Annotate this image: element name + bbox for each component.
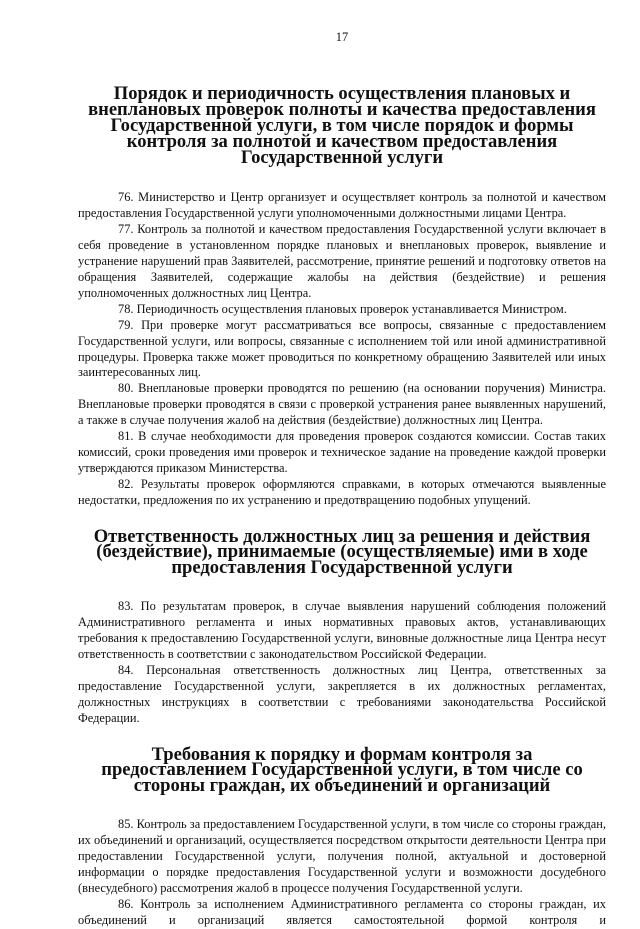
paragraph-83: 83. По результатам проверок, в случае выявления нарушений соблюдения положений Административного регламента и иных нормативных правовых актов, устанавливающих требования к предоставлению Государственной услуги, виновные должностные лица Центра несут ответственность в соответствии с законодательством Российской Федерации. bbox=[78, 599, 606, 661]
section-heading: Требования к порядку и формам контроля за предоставлением Государственной услуги, в том числе со стороны граждан, их объединений и организаций bbox=[101, 743, 583, 797]
section-heading: Ответственность должностных лиц за решения и действия (бездействие), принимаемые (осуществляемые) ими в ходе предоставления Государственной услуги bbox=[93, 525, 591, 579]
paragraph-84: 84. Персональная ответственность должностных лиц Центра, ответственных за предоставление Государственной услуги, закрепляется в их должностных регламентах, должностных инструкциях в соответствии с требованиями законодательства Российской Федерации. bbox=[78, 662, 606, 725]
paragraph-85: 85. Контроль за предоставлением Государственной услуги, в том числе со стороны граждан, их объединений и организаций, осуществляется посредством открытости деятельности Центра при предоставлении Государственной услуги, получения полной, актуальной и достоверной информации о порядке предоставления Государственной услуги и возможности досудебного (внесудебного) рассмотрения жалоб в процессе получения Государственной услуги. bbox=[78, 817, 606, 895]
paragraph-78: 78. Периодичность осуществления плановых проверок устанавливается Министром. bbox=[118, 301, 567, 316]
paragraph-86: 86. Контроль за исполнением Административного регламента со стороны граждан, их объединений и организаций является самостоятельной формой контроля и bbox=[78, 896, 606, 927]
paragraph-80: 80. Внеплановые проверки проводятся по решению (на основании поручения) Министра. Внеплановые проверки проводятся в связи с проверкой устранения ранее выявленных нарушений, а также в случае получения жалоб на действия (бездействие) должностных лиц Центра. bbox=[78, 381, 606, 428]
page-number: 17 bbox=[335, 30, 349, 44]
paragraph-76: 76. Министерство и Центр организует и осуществляет контроль за полнотой и качеством предоставления Государственной услуги уполномоченными должностными лицами Центра. bbox=[78, 190, 606, 221]
paragraph-79: 79. При проверке могут рассматриваться все вопросы, связанные с предоставлением Государственной услуги, или вопросы, связанные с исполнением той или иной административной процедуры. Проверка также может проводиться по конкретному обращению Заявителей или иных заинтересованных лиц. bbox=[78, 317, 606, 380]
paragraph-77: 77. Контроль за полнотой и качеством предоставления Государственной услуги включает в себя проведение в установленном порядке плановых и внеплановых проверок, выявление и устранение нарушений прав Заявителей, рассмотрение, принятие решений и подготовку ответов на обращения Заявителей, содержащие жалобы на действия (бездействие) и решения уполномоченных должностных лиц Центра. bbox=[78, 222, 606, 300]
paragraph-81: 81. В случае необходимости для проведения проверок создаются комиссии. Состав таких комиссий, сроки проведения ими проверок и техническое задание на проведение каждой проверки утверждаются приказом Министерства. bbox=[78, 429, 606, 475]
section-heading: Порядок и периодичность осуществления плановых и внеплановых проверок полноты и качества предоставления Государственной услуги, в том числе порядок и формы контроля за полнотой и качеством предоставления Государственной услуги bbox=[88, 82, 596, 168]
paragraph-82: 82. Результаты проверок оформляются справками, в которых отмечаются выявленные недостатки, предложения по их устранению и предотвращению подобных упущений. bbox=[78, 476, 606, 507]
